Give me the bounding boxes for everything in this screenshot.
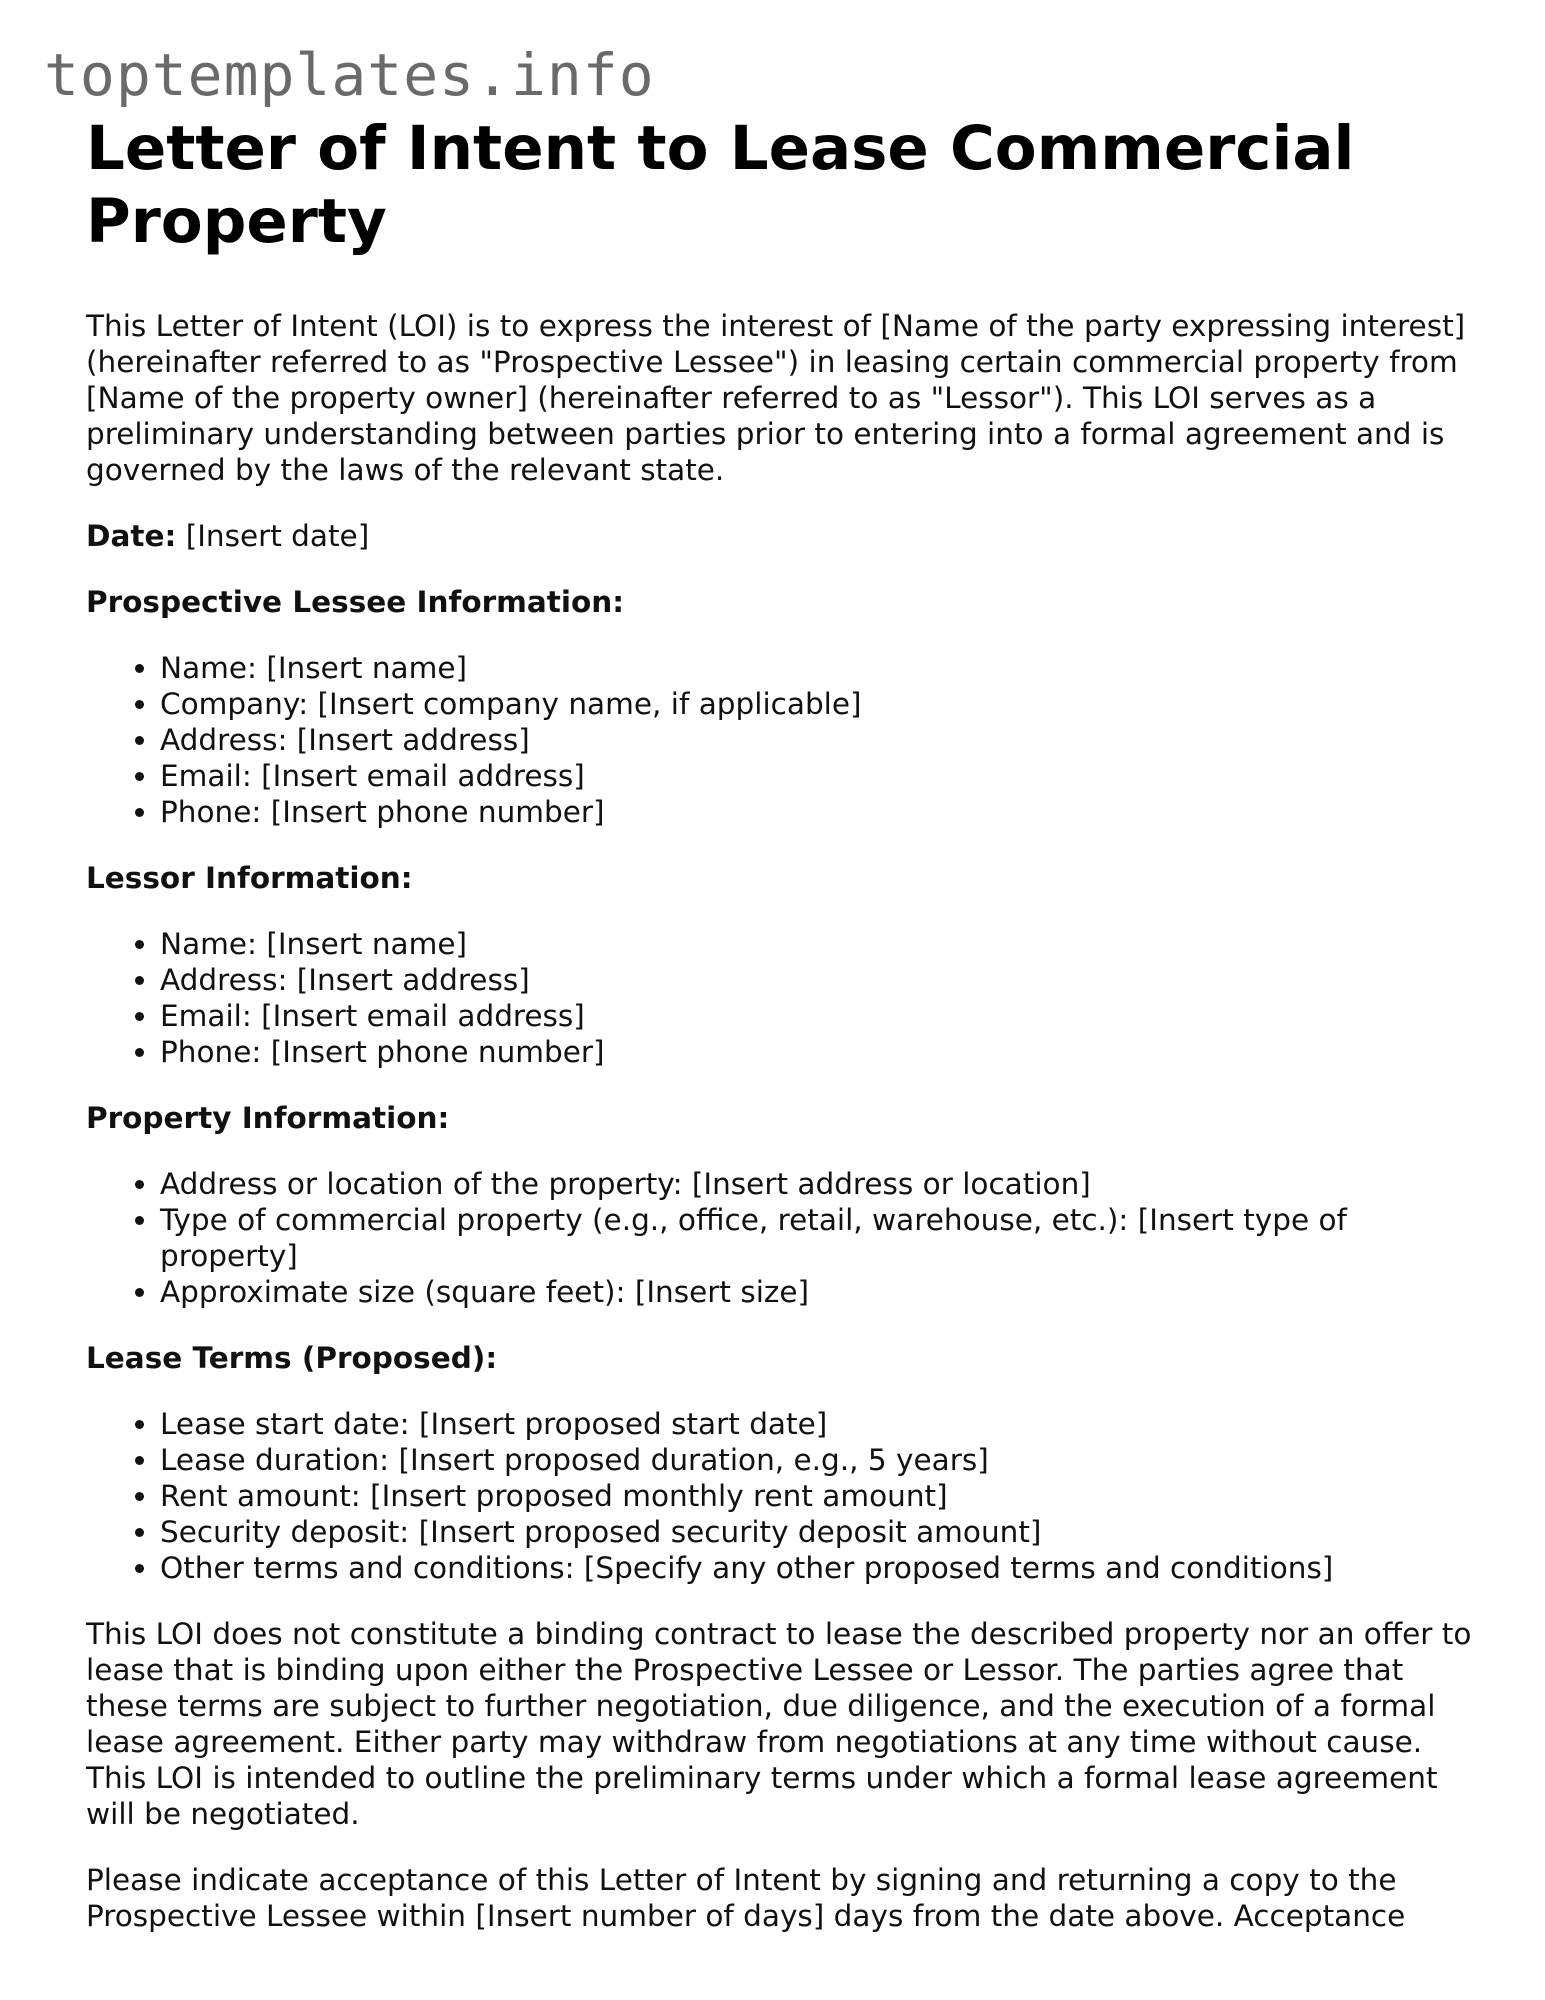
list-item: • Company: [Insert company name, if applicable] bbox=[160, 686, 1486, 722]
property-list bbox=[86, 1166, 1486, 1310]
list-item: • Address: [Insert address] bbox=[160, 722, 1486, 758]
watermark: toptemplates.info bbox=[44, 41, 655, 109]
date-line bbox=[86, 518, 1486, 554]
document-body bbox=[86, 112, 1486, 1964]
list-item: • Email: [Insert email address] bbox=[160, 998, 1486, 1034]
list-item: • Other terms and conditions: [Specify any other proposed terms and conditions] bbox=[160, 1550, 1486, 1586]
lessee-list bbox=[86, 650, 1486, 830]
list-item: • Lease duration: [Insert proposed duration, e.g., 5 years] bbox=[160, 1442, 1486, 1478]
list-item: • Phone: [Insert phone number] bbox=[160, 1034, 1486, 1070]
list-item: • Address: [Insert address] bbox=[160, 962, 1486, 998]
property-heading: Property Information: bbox=[86, 1101, 450, 1135]
lessor-heading: Lessor Information: bbox=[86, 861, 413, 895]
disclaimer-paragraph: This LOI does not constitute a binding contract to lease the described property nor an offer to lease that is binding upon either the Prospective Lessee or Lessor. The parties agree that these terms are subject to further negotiation, due diligence, and the execution of a formal lease agreement. Either party may withdraw from negotiations at any time without cause. This LOI is intended to outline the preliminary terms under which a formal lease agreement will be negotiated. bbox=[86, 1617, 1472, 1831]
list-item: • Address or location of the property: [Insert address or location] bbox=[160, 1166, 1486, 1202]
list-item: • Email: [Insert email address] bbox=[160, 758, 1486, 794]
intro-paragraph: This Letter of Intent (LOI) is to express the interest of [Name of the party expressing interest] (hereinafter referred to as "Prospective Lessee") in leasing certain commercial property from [Name of the property owner] (hereinafter referred to as "Lessor"). This LOI serves as a preliminary understanding between parties prior to entering into a formal agreement and is governed by the laws of the relevant state. bbox=[86, 309, 1466, 487]
list-item: • Name: [Insert name] bbox=[160, 650, 1486, 686]
date-value: [Insert date] bbox=[176, 519, 370, 553]
list-item: • Lease start date: [Insert proposed start date] bbox=[160, 1406, 1486, 1442]
lessor-list bbox=[86, 926, 1486, 1070]
list-item: • Approximate size (square feet): [Insert size] bbox=[160, 1274, 1486, 1310]
list-item: • Name: [Insert name] bbox=[160, 926, 1486, 962]
document-title: Letter of Intent to Lease Commercial Property bbox=[86, 113, 1355, 257]
lessee-heading: Prospective Lessee Information: bbox=[86, 585, 625, 619]
date-label: Date: bbox=[86, 519, 177, 553]
acceptance-paragraph: Please indicate acceptance of this Letter of Intent by signing and returning a copy to the Prospective Lessee within [Insert number of days] days from the date above. Acceptance bbox=[86, 1863, 1406, 1933]
list-item: • Security deposit: [Insert proposed security deposit amount] bbox=[160, 1514, 1486, 1550]
list-item: • Rent amount: [Insert proposed monthly rent amount] bbox=[160, 1478, 1486, 1514]
terms-list bbox=[86, 1406, 1486, 1586]
list-item: • Type of commercial property (e.g., office, retail, warehouse, etc.): [Insert type of property] bbox=[160, 1202, 1486, 1274]
list-item: • Phone: [Insert phone number] bbox=[160, 794, 1486, 830]
terms-heading: Lease Terms (Proposed): bbox=[86, 1341, 498, 1375]
